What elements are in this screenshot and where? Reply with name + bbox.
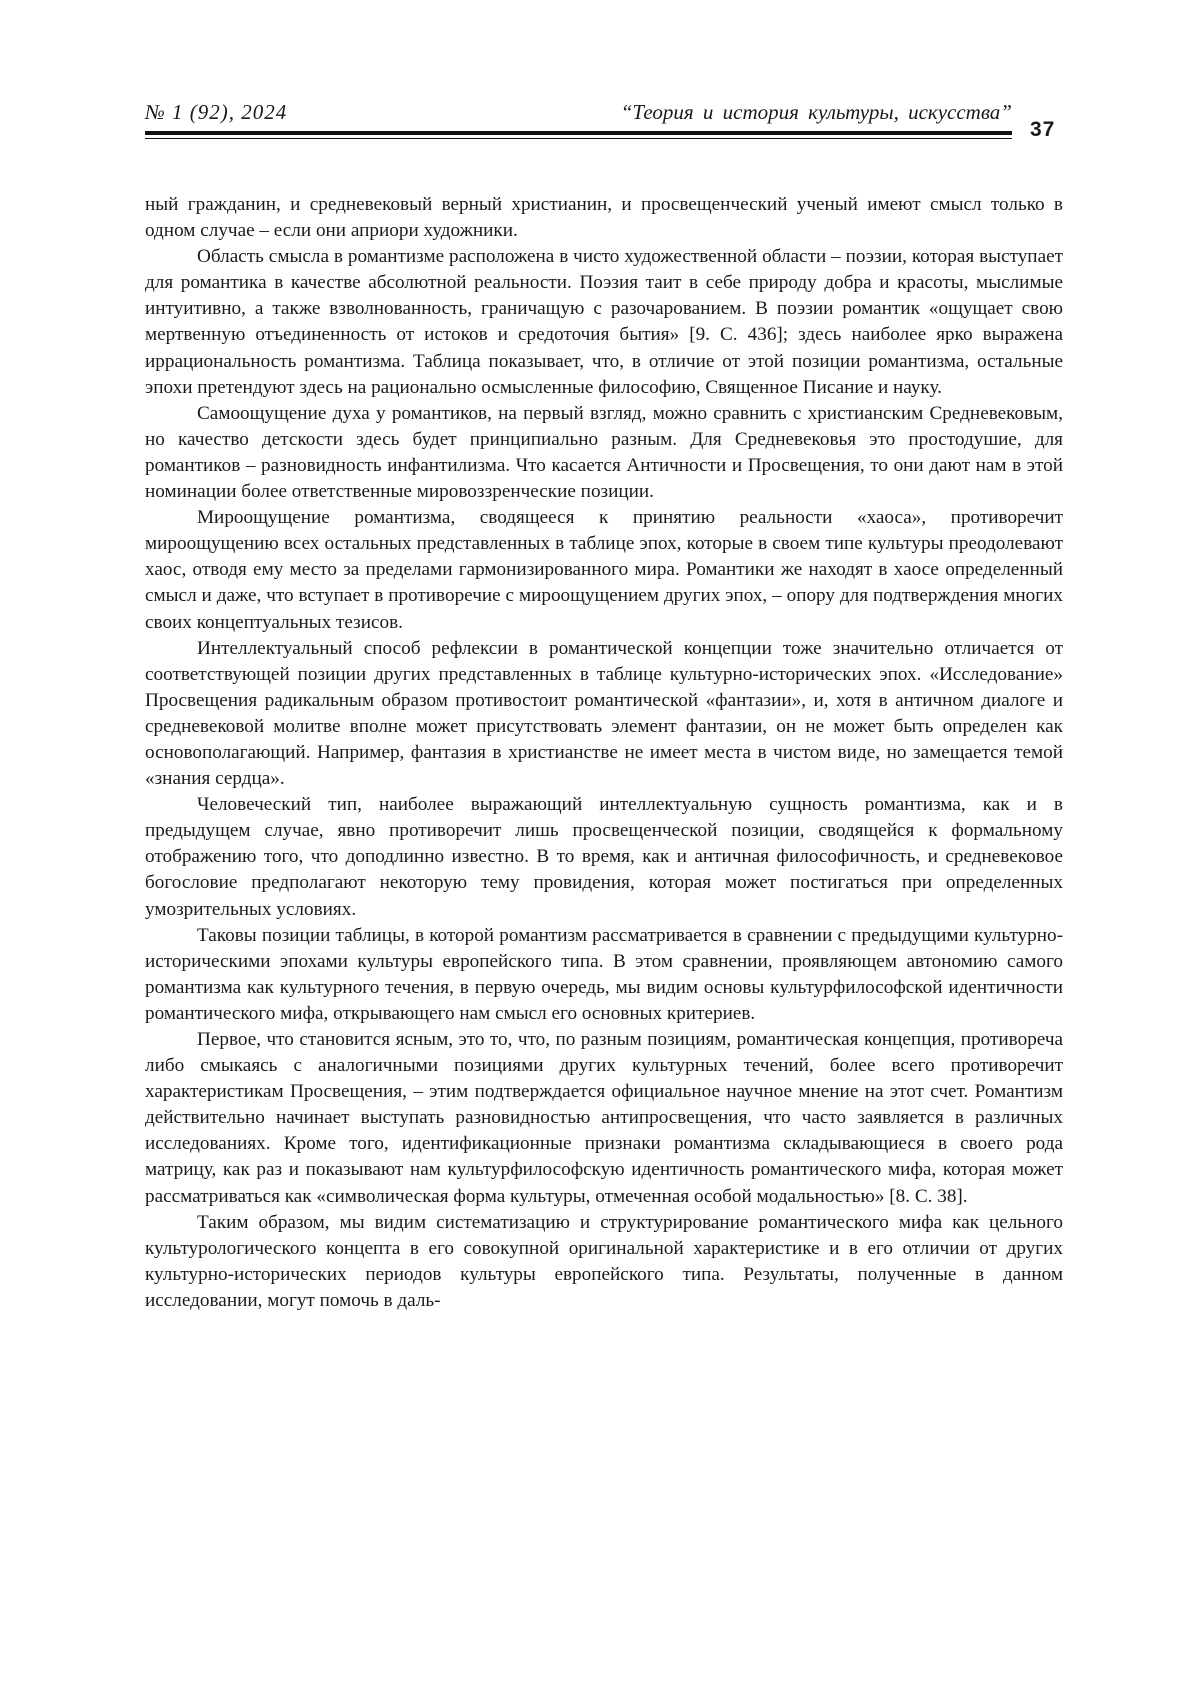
- running-header: [145, 100, 1012, 140]
- journal-title: “Теория и история культуры, искусства”: [621, 100, 1012, 125]
- paragraph: Интеллектуальный способ рефлексии в романтической концепции тоже значительно отличается от соответствующей позиции других представленных в таблице культурно-исторических эпох. «Исследование» Просвещения радикальным образом противостоит романтической «фантазии», и, хотя в античном диалоге и средневековой молитве вполне может присутствовать элемент фантазии, он не может быть определен как основополагающий. Например, фантазия в христианстве не имеет места в чистом виде, но замещается темой «знания сердца».: [145, 636, 1063, 793]
- header-rule-thick: [145, 131, 1012, 135]
- paragraph: Самоощущение духа у романтиков, на первый взгляд, можно сравнить с христианским Средневековым, но качество детскости здесь будет принципиально разным. Для Средневековья это простодушие, для романтиков – разновидность инфантилизма. Что касается Античности и Просвещения, то они дают нам в этой номинации более ответственные мировоззренческие позиции.: [145, 401, 1063, 505]
- paragraph: Область смысла в романтизме расположена в чисто художественной области – поэзии, которая выступает для романтика в качестве абсолютной реальности. Поэзия таит в себе природу добра и красоты, мыслимые интуитивно, а также взволнованность, граничащую с разочарованием. В поэзии романтик «ощущает свою мертвенную отъединенность от истоков и средоточия бытия» [9. С. 436]; здесь наиболее ярко выражена иррациональность романтизма. Таблица показывает, что, в отличие от этой позиции романтизма, остальные эпохи претендуют здесь на рационально осмысленные философию, Священное Писание и науку.: [145, 244, 1063, 401]
- paragraph: Таковы позиции таблицы, в которой романтизм рассматривается в сравнении с предыдущими культурно-историческими эпохами культуры европейского типа. В этом сравнении, проявляющем автономию самого романтизма как культурного течения, в первую очередь, мы видим основы культурфилософской идентичности романтического мифа, открывающего нам смысл его основных критериев.: [145, 923, 1063, 1027]
- paragraph-continued: ный гражданин, и средневековый верный христианин, и просвещенческий ученый имеют смысл только в одном случае – если они априори художники.: [145, 192, 1063, 244]
- article-body: [145, 192, 1063, 1314]
- paragraph: Первое, что становится ясным, это то, что, по разным позициям, романтическая концепция, противореча либо смыкаясь с аналогичными позициями других культурных течений, более всего противоречит характеристикам Просвещения, – этим подтверждается официальное научное мнение на этот счет. Романтизм действительно начинает выступать разновидностью антипросвещения, что часто заявляется в различных исследованиях. Кроме того, идентификационные признаки романтизма складывающиеся в своего рода матрицу, как раз и показывают нам культурфилософскую идентичность романтического мифа, которая может рассматриваться как «символическая форма культуры, отмеченная особой модальностью» [8. С. 38].: [145, 1027, 1063, 1210]
- paragraph: Человеческий тип, наиболее выражающий интеллектуальную сущность романтизма, как и в предыдущем случае, явно противоречит лишь просвещенческой позиции, сводящейся к формальному отображению того, что доподлинно известно. В то время, как и античная философичность, и средневековое богословие предполагают некоторую тему провидения, которая может постигаться при определенных умозрительных условиях.: [145, 792, 1063, 922]
- page-number: 37: [1030, 118, 1055, 142]
- paragraph: Таким образом, мы видим систематизацию и структурирование романтического мифа как цельного культурологического концепта в его совокупной оригинальной характеристике и в его отличии от других культурно-исторических периодов культуры европейского типа. Результаты, полученные в данном исследовании, могут помочь в даль-: [145, 1210, 1063, 1314]
- paragraph: Мироощущение романтизма, сводящееся к принятию реальности «хаоса», противоречит мироощущению всех остальных представленных в таблице эпох, которые в своем типе культуры преодолевают хаос, отводя ему место за пределами гармонизированного мира. Романтики же находят в хаосе определенный смысл и даже, что вступает в противоречие с мироощущением других эпох, – опору для подтверждения многих своих концептуальных тезисов.: [145, 505, 1063, 635]
- header-rule-thin: [145, 138, 1012, 139]
- issue-number: № 1 (92), 2024: [145, 100, 287, 125]
